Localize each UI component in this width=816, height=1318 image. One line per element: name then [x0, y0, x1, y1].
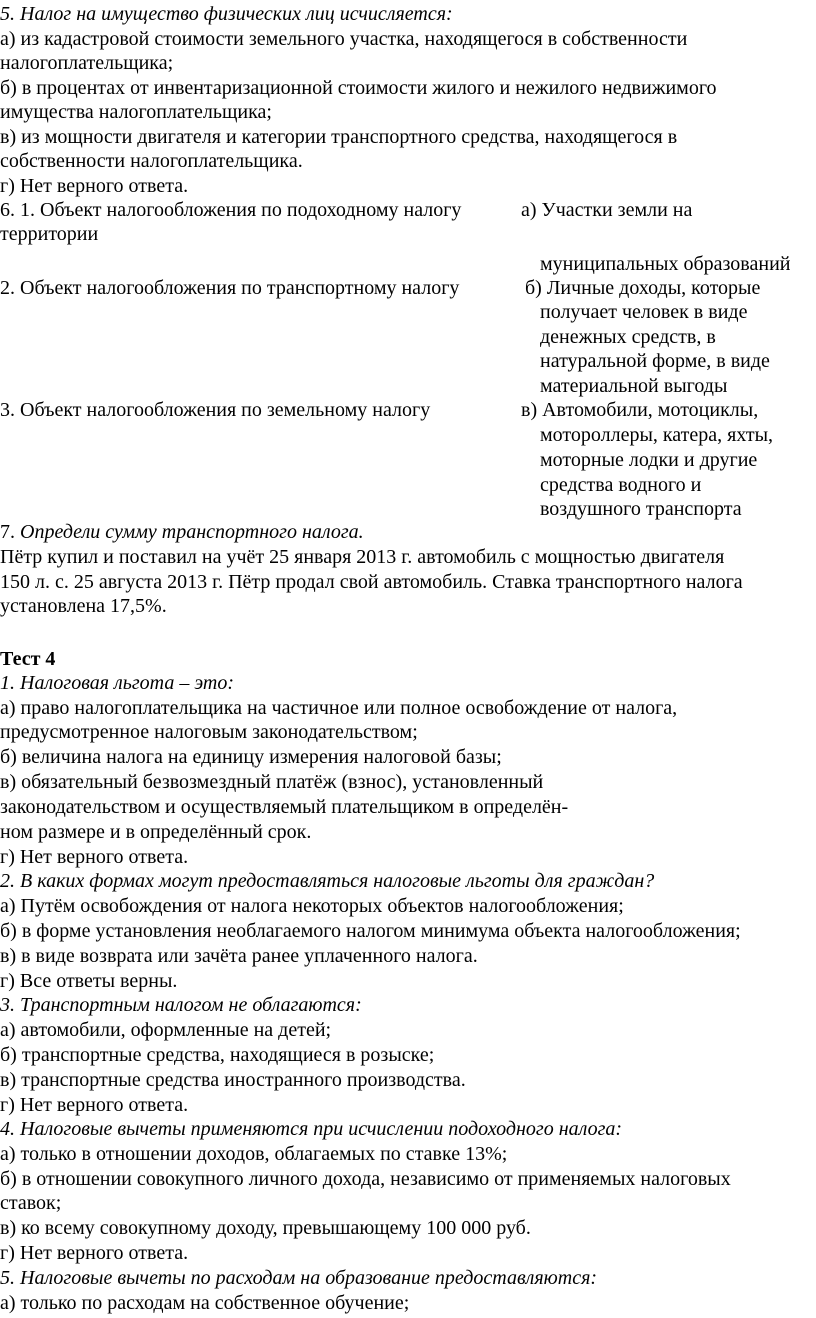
t4-q5-option-a: а) только по расходам на собственное обучение;	[0, 1292, 410, 1314]
t4-q3-option-b: б) транспортные средства, находящиеся в розыске;	[0, 1044, 435, 1066]
q6-row2	[0, 276, 761, 300]
q6-row1-wrap: территории	[0, 223, 99, 245]
q7-text-line1: Пётр купил и поставил на учёт 25 января 2013 г. автомобиль с мощностью двигателя	[0, 546, 725, 568]
t4-q2-option-c: в) в виде возврата или зачёта ранее уплаченного налога.	[0, 945, 478, 967]
t4-q3-option-d: г) Нет верного ответа.	[0, 1094, 189, 1116]
t4-q3-option-a: а) автомобили, оформленные на детей;	[0, 1019, 332, 1041]
q6-row2-right-line4: натуральной форме, в виде	[540, 350, 770, 372]
q6-row2-right-line3: денежных средств, в	[540, 326, 716, 348]
t4-q1-option-a-line2: предусмотренное налоговым законодательством;	[0, 721, 418, 743]
q5-option-a-line2: налогоплательщика;	[0, 52, 174, 74]
t4-q4-option-b-line1: б) в отношении совокупного личного дохода, независимо от применяемых налоговых	[0, 1168, 731, 1190]
q6-row3-right-line2: мотороллеры, катера, яхты,	[540, 424, 774, 446]
q7-text-line3: установлена 17,5%.	[0, 595, 167, 617]
q6-row2-right-line1: б) Личные доходы, которые	[525, 277, 761, 299]
t4-q4-option-b-line2: ставок;	[0, 1192, 62, 1214]
test4-heading: Тест 4	[0, 648, 56, 670]
t4-q1-option-c-line2: законодательством и осуществляемый плательщиком в определён-	[0, 796, 569, 818]
q6-row3-right-line1: в) Автомобили, мотоциклы,	[521, 399, 759, 421]
q7-question-text: Определи сумму транспортного налога.	[20, 521, 364, 543]
q5-option-b-line2: имущества налогоплательщика;	[0, 101, 272, 123]
q5-option-d: г) Нет верного ответа.	[0, 175, 189, 197]
t4-q1-option-a-line1: а) право налогоплательщика на частичное или полное освобождение от налога,	[0, 697, 678, 719]
t4-q2-question: 2. В каких формах могут предоставляться налоговые льготы для граждан?	[0, 870, 655, 892]
q6-row1-right-line2: муниципальных образований	[540, 253, 791, 275]
q6-row3-right-line5: воздушного транспорта	[540, 498, 742, 520]
q6-row3	[0, 398, 759, 422]
q6-row2-right-line5: материальной выгоды	[540, 375, 728, 397]
q6-row1-right: а) Участки земли на	[521, 199, 693, 221]
t4-q2-option-a: а) Путём освобождения от налога некоторых объектов налогообложения;	[0, 895, 624, 917]
t4-q2-option-d: г) Все ответы верны.	[0, 970, 178, 992]
q6-row2-right-line2: получает человек в виде	[540, 301, 748, 323]
q5-option-c-line2: собственности налогоплательщика.	[0, 150, 303, 172]
t4-q1-option-d: г) Нет верного ответа.	[0, 846, 189, 868]
t4-q1-option-c-line1: в) обязательный безвозмездный платёж (взнос), установленный	[0, 771, 544, 793]
q7-number: 7.	[0, 521, 20, 543]
t4-q1-question: 1. Налоговая льгота – это:	[0, 672, 235, 694]
q6-row3-right-line4: средства водного и	[540, 474, 702, 496]
t4-q2-option-b: б) в форме установления необлагаемого налогом минимума объекта налогообложения;	[0, 920, 741, 942]
q6-row2-left: 2. Объект налогообложения по транспортному налогу	[0, 277, 460, 299]
q6-row3-left: 3. Объект налогообложения по земельному налогу	[0, 399, 431, 421]
q5-option-b-line1: б) в процентах от инвентаризационной стоимости жилого и нежилого недвижимого	[0, 77, 717, 99]
q6-row3-right-line3: моторные лодки и другие	[540, 449, 758, 471]
t4-q1-option-b: б) величина налога на единицу измерения налоговой базы;	[0, 746, 502, 768]
q6-row1	[0, 198, 693, 222]
t4-q4-question: 4. Налоговые вычеты применяются при исчислении подоходного налога:	[0, 1118, 623, 1140]
t4-q4-option-a: а) только в отношении доходов, облагаемых по ставке 13%;	[0, 1143, 508, 1165]
q5-question: 5. Налог на имущество физических лиц исчисляется:	[0, 3, 453, 25]
q7-question	[0, 520, 364, 544]
q7-text-line2: 150 л. с. 25 августа 2013 г. Пётр продал свой автомобиль. Ставка транспортного налога	[0, 571, 743, 593]
t4-q4-option-c: в) ко всему совокупному доходу, превышающему 100 000 руб.	[0, 1217, 531, 1239]
t4-q5-question: 5. Налоговые вычеты по расходам на образование предоставляются:	[0, 1267, 598, 1289]
t4-q4-option-d: г) Нет верного ответа.	[0, 1242, 189, 1264]
q6-row1-left: 6. 1. Объект налогообложения по подоходному налогу	[0, 199, 462, 221]
q5-option-a-line1: а) из кадастровой стоимости земельного участка, находящегося в собственности	[0, 28, 688, 50]
t4-q3-question: 3. Транспортным налогом не облагаются:	[0, 994, 362, 1016]
q5-option-c-line1: в) из мощности двигателя и категории транспортного средства, находящегося в	[0, 126, 678, 148]
t4-q1-option-c-line3: ном размере и в определённый срок.	[0, 821, 312, 843]
t4-q3-option-c: в) транспортные средства иностранного производства.	[0, 1069, 466, 1091]
